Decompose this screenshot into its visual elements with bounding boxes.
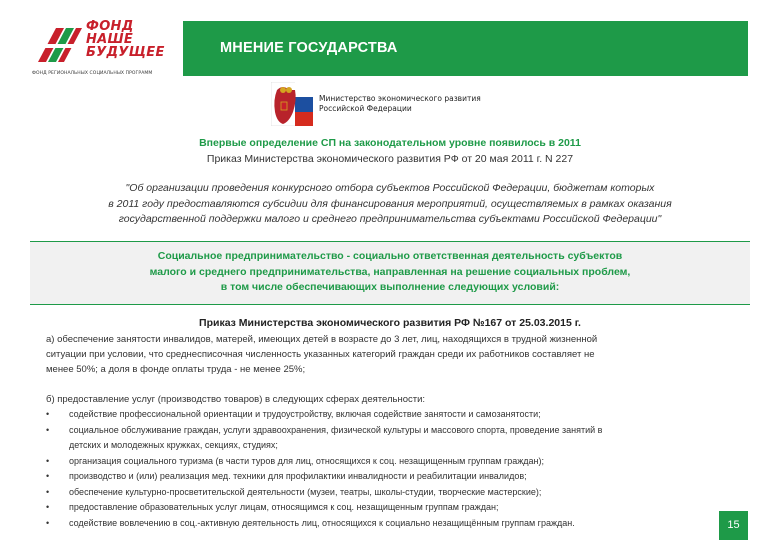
- definition-line-3: в том числе обеспечивающих выполнение следующих условий:: [220, 281, 560, 293]
- bullet-icon: •: [46, 455, 50, 466]
- condition-a-line-1: а) обеспечение занятости инвалидов, матерей, имеющих детей в возрасте до 3 лет, лиц, находящихся в трудной жизненной: [46, 334, 598, 345]
- list-item: • социальное обслуживание граждан, услуги здравоохранения, физической культуры и массового спорта, проведение занятий в: [46, 423, 726, 439]
- intro-quote: [40, 181, 740, 228]
- list-item: • содействие вовлечению в соц.-активную деятельность лиц, относящихся к социально незащищённым группам граждан.: [46, 516, 726, 532]
- list-item: • предоставление образовательных услуг лицам, относящимся к соц. незащищенным группам граждан;: [46, 500, 726, 516]
- ministry-name-line-1: Министерство экономического развития: [319, 94, 481, 103]
- intro-heading: Впервые определение СП на законодательном уровне появилось в 2011: [199, 137, 581, 149]
- condition-a-line-2: ситуации при условии, что среднесписочная численность указанных категорий граждан среди их работников составляет не: [46, 349, 595, 360]
- condition-b: б) предоставление услуг (производство товаров) в следующих сферах деятельности:: [46, 394, 426, 405]
- definition-line-2: малого и среднего предпринимательства, направленная на решение социальных проблем,: [149, 265, 631, 278]
- logo-line-1: ФОНД: [86, 19, 134, 34]
- definition-box: [30, 241, 750, 305]
- logo-line-2: НАШЕ: [86, 32, 134, 47]
- ministry-name: [319, 94, 481, 114]
- quote-line-3: государственной поддержки малого и среднего предпринимательства субъектами Российской Федерации": [118, 213, 662, 225]
- intro-order: Приказ Министерства экономического развития РФ от 20 мая 2011 г. N 227: [206, 153, 574, 165]
- slide-title: МНЕНИЕ ГОСУДАРСТВА: [220, 40, 398, 56]
- condition-a-line-3: менее 50%; а доля в фонде оплаты труда - не менее 25%;: [46, 364, 306, 375]
- quote-line-2: в 2011 году предоставляются субсидии для финансирования мероприятий, осуществляемых в рамках оказания: [108, 197, 672, 210]
- condition-a: [46, 332, 746, 377]
- fund-logo-subtitle: ФОНД РЕГИОНАЛЬНЫХ СОЦИАЛЬНЫХ ПРОГРАММ: [32, 71, 153, 76]
- ministry-name-line-2: Российской Федерации: [319, 104, 412, 113]
- list-item-continuation: детских и молодежных кружках, секциях, студиях;: [69, 440, 278, 450]
- russian-coat-of-arms-icon: [271, 82, 313, 126]
- bullet-icon: •: [46, 486, 50, 497]
- definition-line-1: Социальное предпринимательство - социально ответственная деятельность субъектов: [157, 250, 623, 262]
- bullet-icon: •: [46, 471, 50, 481]
- activity-list: [46, 407, 726, 531]
- definition-text: [30, 249, 750, 296]
- list-item: • организация социального туризма (в части туров для лиц, относящихся к соц. незащищенным группам граждан);: [46, 454, 726, 470]
- quote-line-1: "Об организации проведения конкурсного отбора субъектов Российской Федерации, бюджетам которых: [125, 182, 655, 194]
- fund-logo-mark-icon: [34, 22, 84, 68]
- list-item: • содействие профессиональной ориентации и трудоустройству, включая содействие занятости и самозанятости;: [46, 407, 726, 423]
- page-number: 15: [719, 511, 748, 540]
- fund-logo: [30, 18, 170, 78]
- bullet-icon: •: [46, 502, 50, 512]
- list-item: • производство и (или) реализация мед. техники для профилактики инвалидности и реабилитации инвалидов;: [46, 469, 726, 485]
- logo-line-3: БУДУЩЕЕ: [86, 45, 165, 60]
- order-2015-title: Приказ Министерства экономического развития РФ №167 от 25.03.2015 г.: [199, 317, 581, 329]
- header-bar: [183, 21, 748, 76]
- list-item: • обеспечение культурно-просветительской деятельности (музеи, театры, школы-студии, творческие мастерские);: [46, 485, 726, 501]
- bullet-icon: •: [46, 424, 50, 435]
- fund-logo-text: [86, 20, 165, 59]
- bullet-icon: •: [46, 409, 50, 419]
- ministry-block: [271, 82, 531, 128]
- bullet-icon: •: [46, 517, 50, 528]
